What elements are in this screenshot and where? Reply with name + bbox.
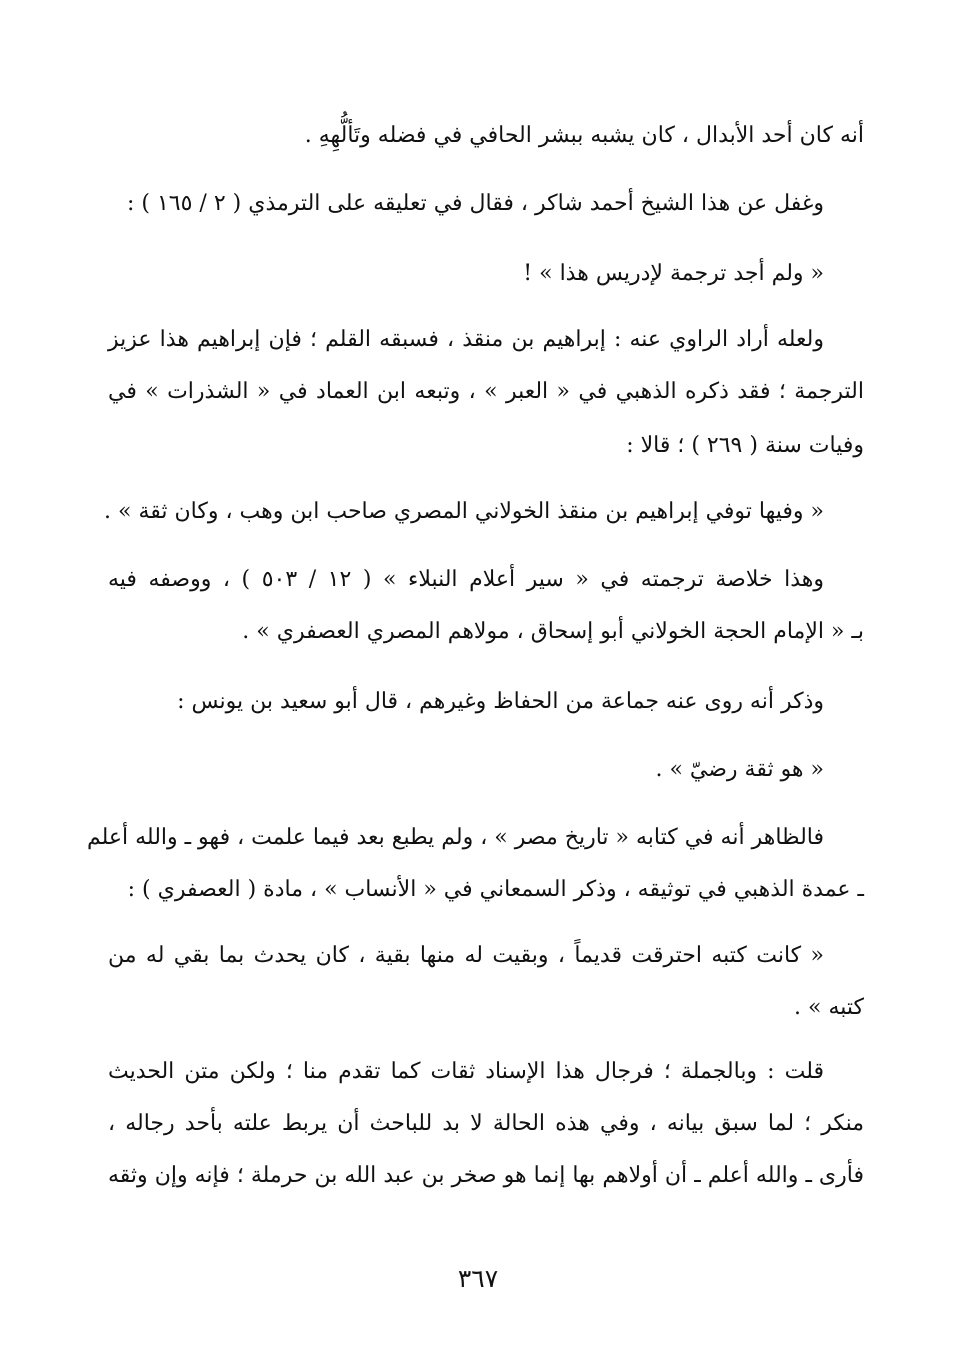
text-line-13: ـ عمدة الذهبي في توثيقه ، وذكر السمعاني في « الأنساب » ، مادة ( العصفري ) : xyxy=(127,877,864,902)
quote-line-3: « ولم أجد ترجمة لإدريس هذا » ! xyxy=(523,261,824,286)
text-line-8: وهذا خلاصة ترجمته في « سير أعلام النبلاء » ( ١٢ / ٥٠٣ ) ، ووصفه فيه xyxy=(108,567,824,592)
quote-line-15: كتبه » . xyxy=(794,995,864,1020)
text-line-10: وذكر أنه روى عنه جماعة من الحفاظ وغيرهم ، قال أبو سعيد بن يونس : xyxy=(177,689,824,714)
text-line-9: بـ « الإمام الحجة الخولاني أبو إسحاق ، مولاهم المصري العصفري » . xyxy=(242,619,864,644)
text-line-4: ولعله أراد الراوي عنه : إبراهيم بن منقذ ، فسبقه القلم ؛ فإن إبراهيم هذا عزيز xyxy=(108,327,824,352)
text-line-1: أنه كان أحد الأبدال ، كان يشبه ببشر الحافي في فضله وتَألُّهِهِ . xyxy=(304,123,864,148)
text-line-12: فالظاهر أنه في كتابه « تاريخ مصر » ، ولم يطبع بعد فيما علمت ، فهو ـ والله أعلم xyxy=(86,825,824,850)
quote-line-7: « وفيها توفي إبراهيم بن منقذ الخولاني المصري صاحب ابن وهب ، وكان ثقة » . xyxy=(104,499,824,524)
text-line-17: منكر ؛ لما سبق بيانه ، وفي هذه الحالة لا بد للباحث أن يربط علته بأحد رجاله ، xyxy=(108,1111,864,1136)
text-line-18: فأرى ـ والله أعلم ـ أن أولاهم بها إنما هو صخر بن عبد الله بن حرملة ؛ فإنه وإن وثقه xyxy=(108,1163,864,1188)
text-line-6: وفيات سنة ( ٢٦٩ ) ؛ قالا : xyxy=(626,433,864,458)
text-line-2: وغفل عن هذا الشيخ أحمد شاكر ، فقال في تعليقه على الترمذي ( ٢ / ١٦٥ ) : xyxy=(127,191,824,216)
text-line-16: قلت : وبالجملة ؛ فرجال هذا الإسناد ثقات كما تقدم منا ؛ ولكن متن الحديث xyxy=(108,1059,824,1084)
text-line-5: الترجمة ؛ فقد ذكره الذهبي في « العبر » ، وتبعه ابن العماد في « الشذرات » في xyxy=(108,379,864,404)
quote-line-11: « هو ثقة رضيّ » . xyxy=(655,757,824,782)
page-number: ٣٦٧ xyxy=(457,1264,499,1293)
quote-line-14: « كانت كتبه احترقت قديماً ، وبقيت له منها بقية ، كان يحدث بما بقي له من xyxy=(108,943,824,968)
